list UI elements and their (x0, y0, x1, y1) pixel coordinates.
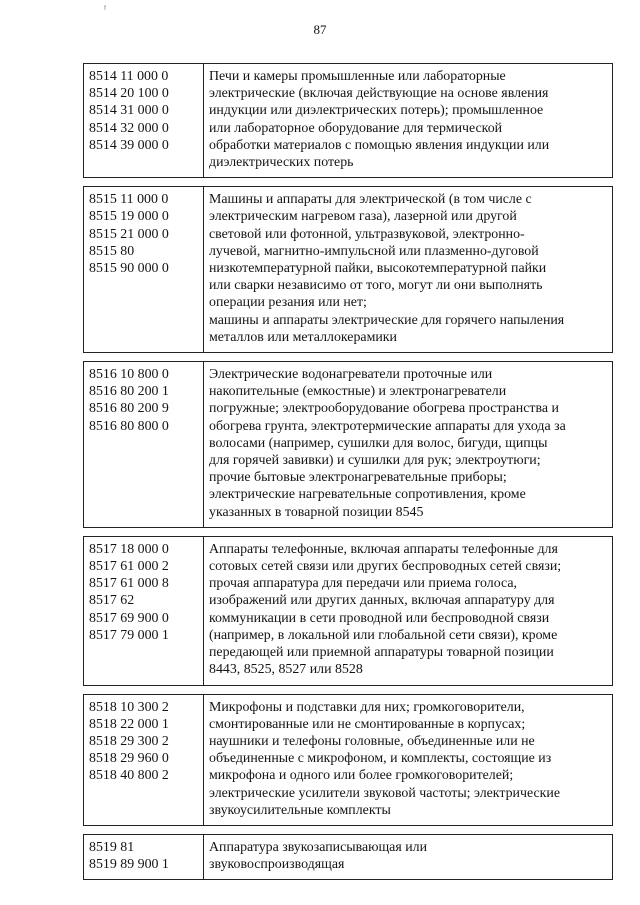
tnved-code: 8515 80 (89, 243, 135, 259)
code-cell (84, 834, 204, 879)
table-row (84, 362, 613, 528)
description-line: или лабораторное оборудование для термической (209, 120, 503, 136)
row-separator (84, 685, 613, 694)
description-line: Аппараты телефонные, включая аппараты телефонные для (209, 541, 558, 557)
description-line: для горячей завивки) и сушилки для рук; электроутюги; (209, 453, 541, 469)
description-cell (204, 64, 613, 178)
tnved-code: 8518 29 300 2 (89, 733, 169, 749)
tnved-code: 8518 10 300 2 (89, 699, 169, 715)
description-line: лучевой, магнитно-импульсной или плазменно-дуговой (209, 243, 539, 259)
description-line: прочая аппаратура для передачи или приема голоса, (209, 576, 518, 592)
description-line: погружные; электрооборудование обогрева пространства и (209, 401, 559, 417)
tnved-code: 8518 29 960 0 (89, 751, 169, 767)
tnved-code: 8514 39 000 0 (89, 137, 169, 153)
tnved-code: 8519 89 900 1 (89, 857, 169, 873)
description-line: электрические (включая действующие на основе явления (209, 86, 549, 102)
description-line: прочие бытовые электронагревательные приборы; (209, 470, 507, 486)
description-line: волосами (например, сушилки для волос, бигуди, щипцы (209, 435, 548, 451)
table-row (84, 694, 613, 825)
tnved-code: 8517 61 000 8 (89, 576, 169, 592)
description-line: машины и аппараты электрические для горячего напыления (209, 312, 565, 328)
description-line: Микрофоны и подставки для них; громкоговорители, (209, 699, 525, 715)
row-separator (84, 825, 613, 834)
description-cell (204, 187, 613, 353)
description-line: коммуникации в сети проводной или беспроводной связи (209, 610, 550, 626)
description-line: указанных в товарной позиции 8545 (209, 504, 424, 520)
tnved-code: 8515 19 000 0 (89, 209, 169, 225)
description-line: Электрические водонагреватели проточные или (209, 367, 493, 383)
tnved-code: 8517 79 000 1 (89, 627, 169, 643)
row-separator-cell (84, 825, 613, 834)
description-line: диэлектрических потерь (209, 155, 354, 171)
tnved-code: 8514 11 000 0 (89, 69, 169, 84)
code-cell (84, 362, 204, 528)
stray-mark: ᶠ (104, 4, 107, 15)
tnved-code: 8517 61 000 2 (89, 559, 169, 575)
code-cell (84, 187, 204, 353)
code-cell (84, 64, 204, 178)
tnved-code: 8518 40 800 2 (89, 768, 169, 784)
table-body (84, 64, 613, 880)
tnved-code: 8518 22 000 1 (89, 716, 169, 732)
description-cell (204, 536, 613, 685)
description-line: или сварки независимо от того, могут ли они выполнять (209, 278, 543, 294)
description-line: обработки материалов с помощью явления индукции или (209, 137, 550, 153)
tnved-code: 8516 10 800 0 (89, 367, 169, 383)
description-cell (204, 694, 613, 825)
description-cell (204, 834, 613, 879)
row-separator (84, 527, 613, 536)
row-separator-cell (84, 353, 613, 362)
tnved-code: 8516 80 200 1 (89, 384, 169, 400)
tnved-code: 8514 20 100 0 (89, 86, 169, 102)
description-line: операции резания или нет; (209, 295, 367, 311)
tnved-code: 8517 18 000 0 (89, 541, 169, 557)
table-row (84, 536, 613, 685)
row-separator (84, 178, 613, 187)
description-line: (например, в локальной или глобальной сети связи), кроме (209, 627, 558, 643)
page-number: 87 (313, 22, 327, 37)
tnved-code: 8519 81 (89, 839, 135, 855)
tnved-code: 8517 62 (89, 593, 135, 609)
description-line: звукоусилительные комплекты (209, 802, 391, 818)
description-line: световой или фотонной, ультразвуковой, электронно- (209, 226, 525, 242)
description-line: сотовых сетей связи или других беспроводных сетей связи; (209, 559, 562, 575)
tnved-code: 8515 90 000 0 (89, 261, 169, 277)
description-line: индукции или диэлектрических потерь); промышленное (209, 103, 544, 119)
description-line: изображений или других данных, включая аппаратуру для (209, 593, 555, 609)
description-line: передающей или приемной аппаратуры товарной позиции (209, 645, 554, 661)
code-cell (84, 536, 204, 685)
description-line: электрическим нагревом газа), лазерной или другой (209, 209, 517, 225)
description-line: Печи и камеры промышленные или лабораторные (209, 69, 506, 84)
description-line: Аппаратура звукозаписывающая или (209, 839, 428, 855)
tnved-code: 8516 80 200 9 (89, 401, 169, 417)
description-line: микрофона и одного или более громкоговорителей; (209, 768, 514, 784)
tnved-code: 8515 11 000 0 (89, 192, 169, 208)
tnved-code: 8516 80 800 0 (89, 418, 169, 434)
tnved-code: 8514 31 000 0 (89, 103, 169, 119)
description-cell (204, 362, 613, 528)
row-separator (84, 353, 613, 362)
description-line: звуковоспроизводящая (209, 857, 345, 873)
tnved-code-table (83, 63, 613, 880)
description-line: Машины и аппараты для электрической (в том числе с (209, 192, 532, 208)
row-separator-cell (84, 685, 613, 694)
table-row (84, 187, 613, 353)
tnved-code: 8514 32 000 0 (89, 120, 169, 136)
code-cell (84, 694, 204, 825)
description-line: низкотемпературной пайки, высокотемпературной пайки (209, 261, 547, 277)
table-row (84, 64, 613, 178)
description-line: металлов или металлокерамики (209, 329, 397, 345)
description-line: 8443, 8525, 8527 или 8528 (209, 662, 363, 678)
row-separator-cell (84, 527, 613, 536)
table-row (84, 834, 613, 879)
description-line: обогрева грунта, электротермические аппараты для ухода за (209, 418, 566, 434)
description-line: смонтированные или не смонтированные в корпусах; (209, 716, 526, 732)
tnved-code: 8515 21 000 0 (89, 226, 169, 242)
description-line: накопительные (емкостные) и электронагреватели (209, 384, 507, 400)
description-line: объединенные с микрофоном, и комплекты, состоящие из (209, 751, 552, 767)
row-separator-cell (84, 178, 613, 187)
description-line: электрические нагревательные сопротивления, кроме (209, 487, 526, 503)
description-line: наушники и телефоны головные, объединенные или не (209, 733, 535, 749)
description-line: электрические усилители звуковой частоты; электрические (209, 785, 560, 801)
tnved-code: 8517 69 900 0 (89, 610, 169, 626)
